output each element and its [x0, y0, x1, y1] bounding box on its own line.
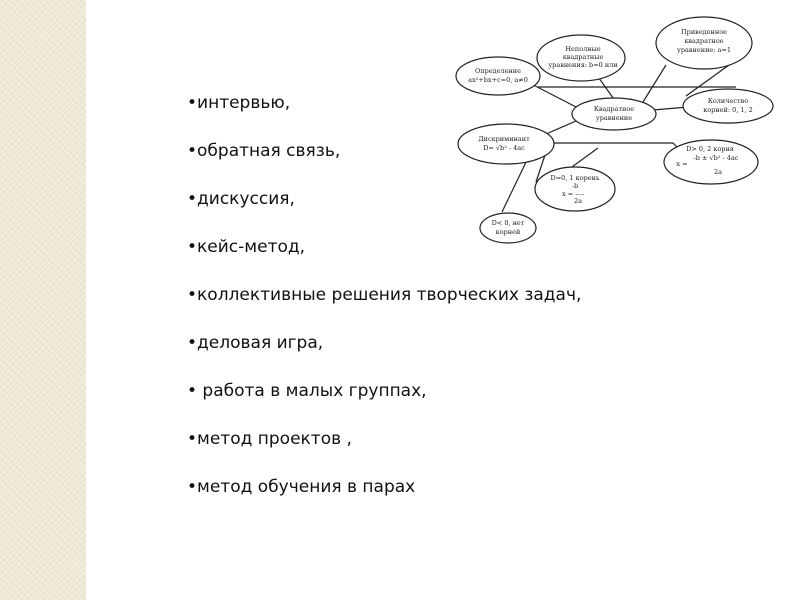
- node-text: ax²+bx+c=0, a≠0: [468, 76, 528, 84]
- node-text: -b ± √b² - 4ac: [693, 154, 739, 162]
- node-text: -b: [571, 182, 579, 190]
- list-item: •дискуссия,: [187, 189, 295, 209]
- node-definition: [456, 57, 540, 95]
- node-text: Неполные: [565, 45, 601, 53]
- node-text: x = ----: [561, 190, 585, 198]
- connector-line: [502, 158, 528, 212]
- node-roots-count: [683, 89, 773, 123]
- list-item: •интервью,: [187, 93, 291, 113]
- node-text: квадратное: [684, 37, 724, 45]
- node-text: Приведенное: [681, 28, 727, 36]
- node-incomplete: [537, 35, 625, 81]
- node-center: [572, 98, 656, 130]
- node-text: 2a: [713, 168, 723, 176]
- node-text: корней: 0, 1, 2: [703, 106, 753, 114]
- node-discriminant: [458, 124, 554, 164]
- list-item: •обратная связь,: [187, 141, 341, 161]
- list-item: •деловая игра,: [187, 333, 324, 353]
- node-d-negative: [480, 213, 536, 243]
- node-text: корней: [495, 228, 521, 236]
- node-text: D> 0, 2 корня: [686, 145, 734, 153]
- node-text: Определение: [474, 67, 522, 75]
- node-text: 2a: [573, 197, 583, 205]
- list-item: • работа в малых группах,: [187, 381, 427, 401]
- node-d-positive: [664, 140, 758, 184]
- node-reduced: [656, 17, 752, 69]
- node-text: Квадратное: [593, 105, 635, 113]
- node-d-zero: [535, 167, 615, 211]
- node-text: D< 0, нет: [491, 219, 525, 227]
- node-text: x =: [676, 160, 688, 168]
- node-text: уравнения: b=0 или: [548, 61, 618, 69]
- list-item: •коллективные решения творческих задач,: [187, 285, 582, 305]
- node-text: квадратные: [562, 53, 604, 61]
- list-item: •метод обучения в парах: [187, 477, 416, 497]
- node-text: уравнение: a=1: [677, 46, 731, 54]
- decorative-side-strip: [0, 0, 86, 600]
- node-text: D= √b² - 4ac: [483, 144, 525, 152]
- node-text: Количество: [707, 97, 749, 105]
- quadratic-equation-mind-map: [448, 10, 778, 250]
- list-item: •метод проектов ,: [187, 429, 352, 449]
- connector-line: [643, 65, 666, 102]
- node-text: D=0, 1 корень: [550, 174, 600, 182]
- node-text: Дискриминант: [478, 135, 530, 143]
- node-text: уравнение: [595, 114, 633, 122]
- list-item: •кейс-метод,: [187, 237, 306, 257]
